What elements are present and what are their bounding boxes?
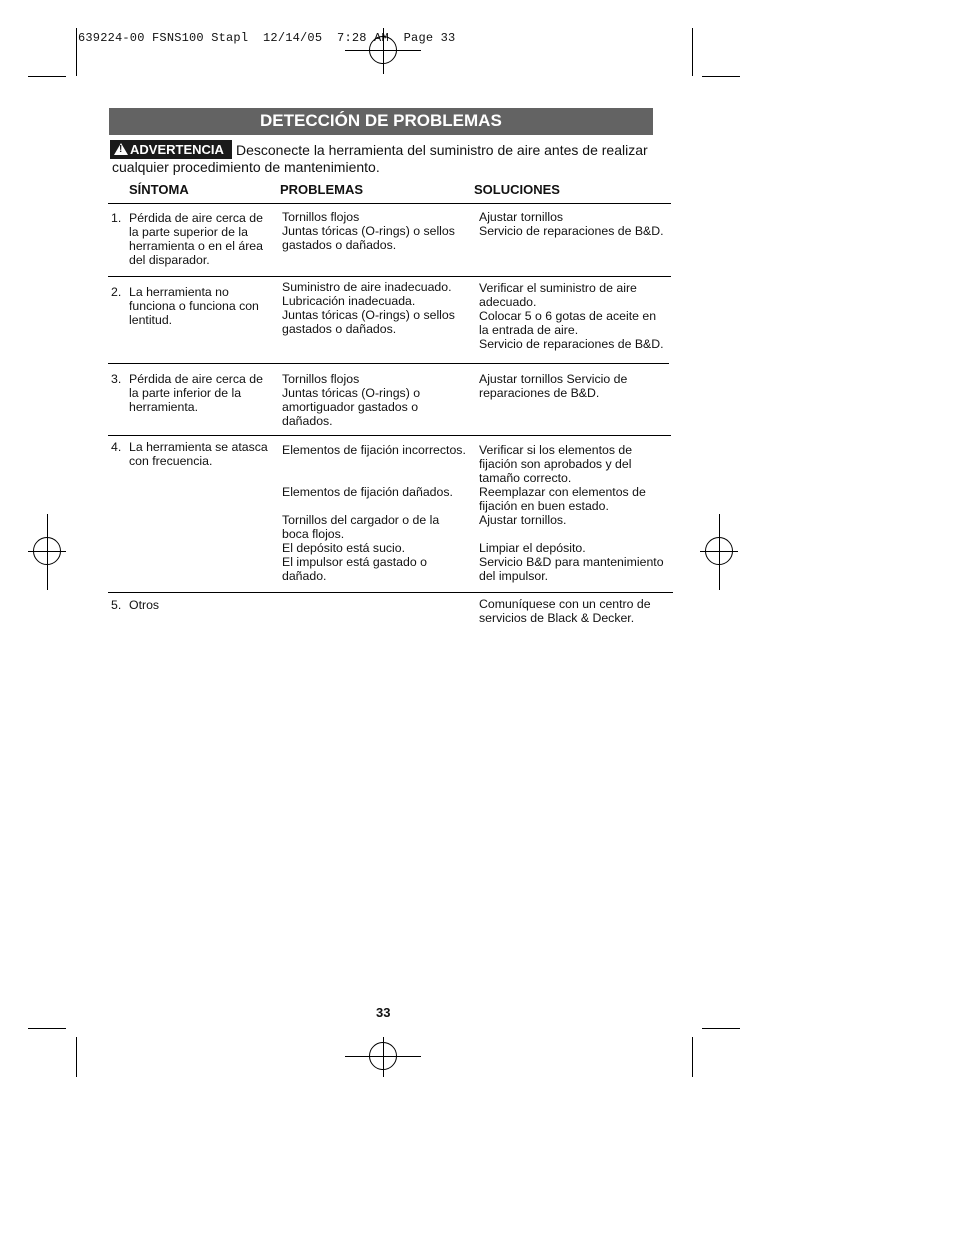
symptom-cell: Pérdida de aire cerca de la parte inferior de la herramienta. bbox=[129, 372, 263, 414]
solutions-cell: Comuníquese con un centro de servicios de Black & Decker. bbox=[479, 597, 651, 625]
table-rule bbox=[108, 203, 671, 204]
crop-mark bbox=[692, 28, 693, 76]
crop-mark bbox=[702, 76, 740, 77]
crop-mark bbox=[692, 1037, 693, 1077]
crop-mark bbox=[76, 28, 77, 76]
problems-cell: Elementos de fijación incorrectos. Elementos de fijación dañados. Tornillos del cargador o de la boca flojos. El depósito está sucio. El impulsor está gastado o dañado. bbox=[282, 443, 466, 583]
row-number: 5. bbox=[111, 598, 122, 612]
row-number: 4. bbox=[111, 440, 122, 454]
crop-mark bbox=[702, 1028, 740, 1029]
crop-mark bbox=[28, 1028, 66, 1029]
solutions-cell: Verificar si los elementos de fijación son aprobados y del tamaño correcto. Reemplazar con elementos de fijación en buen estado. Ajustar tornillos. Limpiar el depósito. Servicio B&D para mantenimiento del impulsor. bbox=[479, 443, 664, 583]
warning-badge: ! ADVERTENCIA bbox=[110, 140, 232, 159]
problems-cell: Tornillos flojos Juntas tóricas (O-rings) o sellos gastados o dañados. bbox=[282, 210, 455, 252]
header-problems: PROBLEMAS bbox=[280, 182, 364, 197]
registration-mark bbox=[705, 537, 733, 565]
registration-mark bbox=[369, 1042, 397, 1070]
header-solutions: SOLUCIONES bbox=[474, 182, 560, 197]
solutions-cell: Verificar el suministro de aire adecuado. Colocar 5 o 6 gotas de aceite en la entrada de aire. Servicio de reparaciones de B&D. bbox=[479, 281, 664, 351]
symptom-cell: La herramienta se atasca con frecuencia. bbox=[129, 440, 268, 468]
registration-mark bbox=[33, 537, 61, 565]
header-symptom: SÍNTOMA bbox=[129, 182, 189, 197]
crop-mark bbox=[76, 1037, 77, 1077]
table-rule bbox=[108, 435, 671, 436]
row-number: 2. bbox=[111, 285, 122, 299]
crop-mark bbox=[28, 76, 66, 77]
solutions-cell: Ajustar tornillos Servicio de reparaciones de B&D. bbox=[479, 210, 664, 238]
problems-cell: Suministro de aire inadecuado. Lubricación inadecuada. Juntas tóricas (O-rings) o sellos gastados o dañados. bbox=[282, 280, 455, 336]
table-rule bbox=[108, 363, 669, 364]
problems-cell: Tornillos flojos Juntas tóricas (O-rings) o amortiguador gastados o dañados. bbox=[282, 372, 421, 428]
warning-label: ADVERTENCIA bbox=[130, 142, 224, 157]
symptom-cell: La herramienta no funciona o funciona con lentitud. bbox=[129, 285, 259, 327]
row-number: 3. bbox=[111, 372, 122, 386]
symptom-cell: Otros bbox=[129, 598, 160, 612]
row-number: 1. bbox=[111, 211, 122, 225]
page-number: 33 bbox=[376, 1005, 391, 1020]
registration-mark bbox=[369, 36, 397, 64]
section-title-bar bbox=[109, 108, 653, 135]
print-slug: 639224-00 FSNS100 Stapl 12/14/05 7:28 AM Page 33 bbox=[78, 31, 456, 45]
section-title: DETECCIÓN DE PROBLEMAS bbox=[260, 111, 502, 130]
symptom-cell: Pérdida de aire cerca de la parte superior de la herramienta o en el área del disparador. bbox=[129, 211, 263, 267]
table-rule bbox=[108, 592, 673, 593]
table-rule bbox=[108, 276, 671, 277]
solutions-cell: Ajustar tornillos Servicio de reparaciones de B&D. bbox=[479, 372, 628, 400]
warning-text: Desconecte la herramienta del suministro de aire antes de realizar cualquier procedimiento de mantenimiento. bbox=[112, 142, 648, 175]
